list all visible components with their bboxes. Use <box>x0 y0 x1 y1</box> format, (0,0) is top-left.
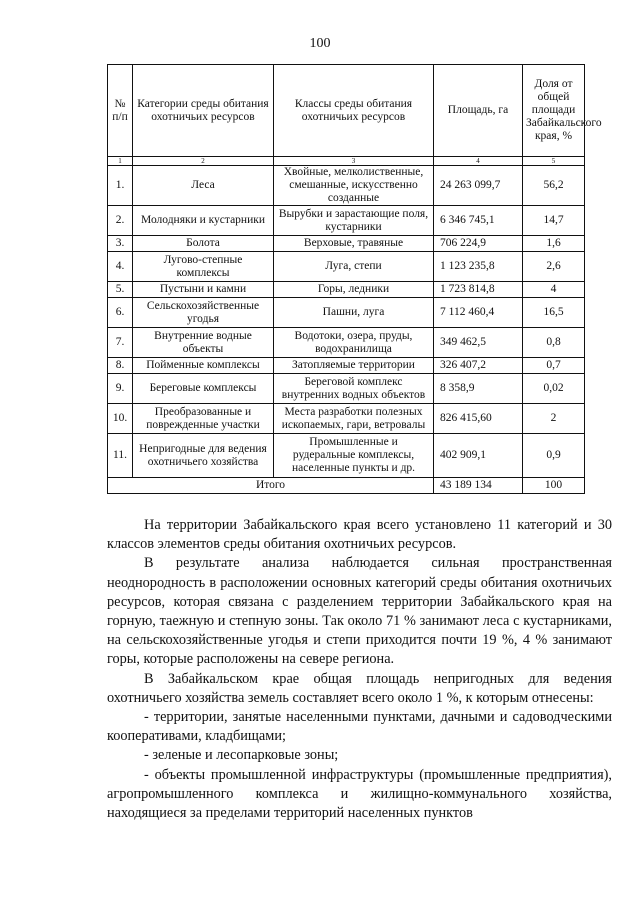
row-area: 8 358,9 <box>434 374 523 404</box>
column-index: 3 <box>274 157 434 166</box>
header-share: Доля от общей площади Забайкальского края, % <box>523 65 585 157</box>
row-number: 5. <box>108 282 133 298</box>
row-share: 56,2 <box>523 166 585 206</box>
row-area: 326 407,2 <box>434 358 523 374</box>
list-item: - территории, занятые населенными пунктами, дачными и садоводческими кооперативами, кладбищами; <box>107 709 612 745</box>
row-classes: Места разработки полезных ископаемых, гари, ветровалы <box>274 404 434 434</box>
row-classes: Береговой комплекс внутренних водных объектов <box>274 374 434 404</box>
row-share: 4 <box>523 282 585 298</box>
row-number: 8. <box>108 358 133 374</box>
row-area: 6 346 745,1 <box>434 206 523 236</box>
row-category: Молодняки и кустарники <box>133 206 274 236</box>
table-row <box>108 358 585 374</box>
row-share: 2,6 <box>523 252 585 282</box>
row-area: 349 462,5 <box>434 328 523 358</box>
list-item: - зеленые и лесопарковые зоны; <box>144 747 339 764</box>
row-number: 6. <box>108 298 133 328</box>
column-index: 2 <box>133 157 274 166</box>
table-row <box>108 298 585 328</box>
row-share: 16,5 <box>523 298 585 328</box>
table-row <box>108 206 585 236</box>
row-number: 3. <box>108 236 133 252</box>
row-share: 1,6 <box>523 236 585 252</box>
header-area: Площадь, га <box>434 65 523 157</box>
paragraph: На территории Забайкальского края всего установлено 11 категорий и 30 классов элементов среды обитания охотничьих ресурсов. <box>107 517 612 553</box>
total-area: 43 189 134 <box>434 478 523 494</box>
row-category: Сельскохозяйственные угодья <box>133 298 274 328</box>
row-category: Пойменные комплексы <box>133 358 274 374</box>
row-category: Береговые комплексы <box>133 374 274 404</box>
total-label: Итого <box>108 478 434 494</box>
table-row <box>108 236 585 252</box>
row-category: Леса <box>133 166 274 206</box>
row-category: Лугово-степные комплексы <box>133 252 274 282</box>
column-index: 4 <box>434 157 523 166</box>
row-category: Внутренние водные объекты <box>133 328 274 358</box>
row-number: 1. <box>108 166 133 206</box>
table-row <box>108 252 585 282</box>
table-total-row <box>108 478 585 494</box>
row-share: 2 <box>523 404 585 434</box>
row-classes: Вырубки и зарастающие поля, кустарники <box>274 206 434 236</box>
total-share: 100 <box>523 478 585 494</box>
row-category: Преобразованные и поврежденные участки <box>133 404 274 434</box>
row-category: Пустыни и камни <box>133 282 274 298</box>
table-row <box>108 404 585 434</box>
row-number: 10. <box>108 404 133 434</box>
row-area: 1 723 814,8 <box>434 282 523 298</box>
row-number: 7. <box>108 328 133 358</box>
list-item: - объекты промышленной инфраструктуры (промышленные предприятия), агропромышленного комплекса и жилищно-коммунального хозяйства, находящиеся за пределами территорий населенных пунктов <box>107 766 612 822</box>
column-index: 1 <box>108 157 133 166</box>
row-classes: Верховые, травяные <box>274 236 434 252</box>
row-share: 0,9 <box>523 434 585 478</box>
row-share: 0,8 <box>523 328 585 358</box>
table-row <box>108 166 585 206</box>
header-category: Категории среды обитания охотничьих ресурсов <box>133 65 274 157</box>
row-area: 826 415,60 <box>434 404 523 434</box>
row-area: 706 224,9 <box>434 236 523 252</box>
paragraph: В Забайкальском крае общая площадь непригодных для ведения охотничьего хозяйства земель составляет всего около 1 %, к которым отнесены: <box>107 670 612 706</box>
paragraph: В результате анализа наблюдается сильная пространственная неоднородность в расположении основных категорий среды обитания охотничьих ресурсов, которая связана с разделением территории Забайкальского края на горную, таежную и степную зоны. Так около 71 % занимают леса с кустарниками, на сельскохозяйственные угодья и степи приходится почти 19 %, 4 % занимают горы, которые расположены на севере региона. <box>107 555 612 668</box>
row-classes: Хвойные, мелколиственные, смешанные, искусственно созданные <box>274 166 434 206</box>
row-number: 9. <box>108 374 133 404</box>
row-area: 1 123 235,8 <box>434 252 523 282</box>
row-classes: Промышленные и рудеральные комплексы, населенные пункты и др. <box>274 434 434 478</box>
row-classes: Горы, ледники <box>274 282 434 298</box>
header-classes: Классы среды обитания охотничьих ресурсов <box>274 65 434 157</box>
row-classes: Водотоки, озера, пруды, водохранилища <box>274 328 434 358</box>
row-area: 24 263 099,7 <box>434 166 523 206</box>
row-area: 402 909,1 <box>434 434 523 478</box>
row-share: 0,7 <box>523 358 585 374</box>
row-number: 4. <box>108 252 133 282</box>
row-classes: Пашни, луга <box>274 298 434 328</box>
row-category: Болота <box>133 236 274 252</box>
table-row <box>108 282 585 298</box>
page-number: 100 <box>309 36 331 51</box>
row-share: 14,7 <box>523 206 585 236</box>
habitat-table <box>107 64 602 494</box>
column-index-row <box>108 157 585 166</box>
table-row <box>108 328 585 358</box>
row-classes: Луга, степи <box>274 252 434 282</box>
row-number: 2. <box>108 206 133 236</box>
column-index: 5 <box>523 157 585 166</box>
table-row <box>108 374 585 404</box>
body-text <box>107 516 612 823</box>
table-header-row <box>108 65 585 157</box>
row-area: 7 112 460,4 <box>434 298 523 328</box>
row-category: Непригодные для ведения охотничьего хозяйства <box>133 434 274 478</box>
row-classes: Затопляемые территории <box>274 358 434 374</box>
table-row <box>108 434 585 478</box>
row-number: 11. <box>108 434 133 478</box>
header-number: № п/п <box>108 65 133 157</box>
row-share: 0,02 <box>523 374 585 404</box>
